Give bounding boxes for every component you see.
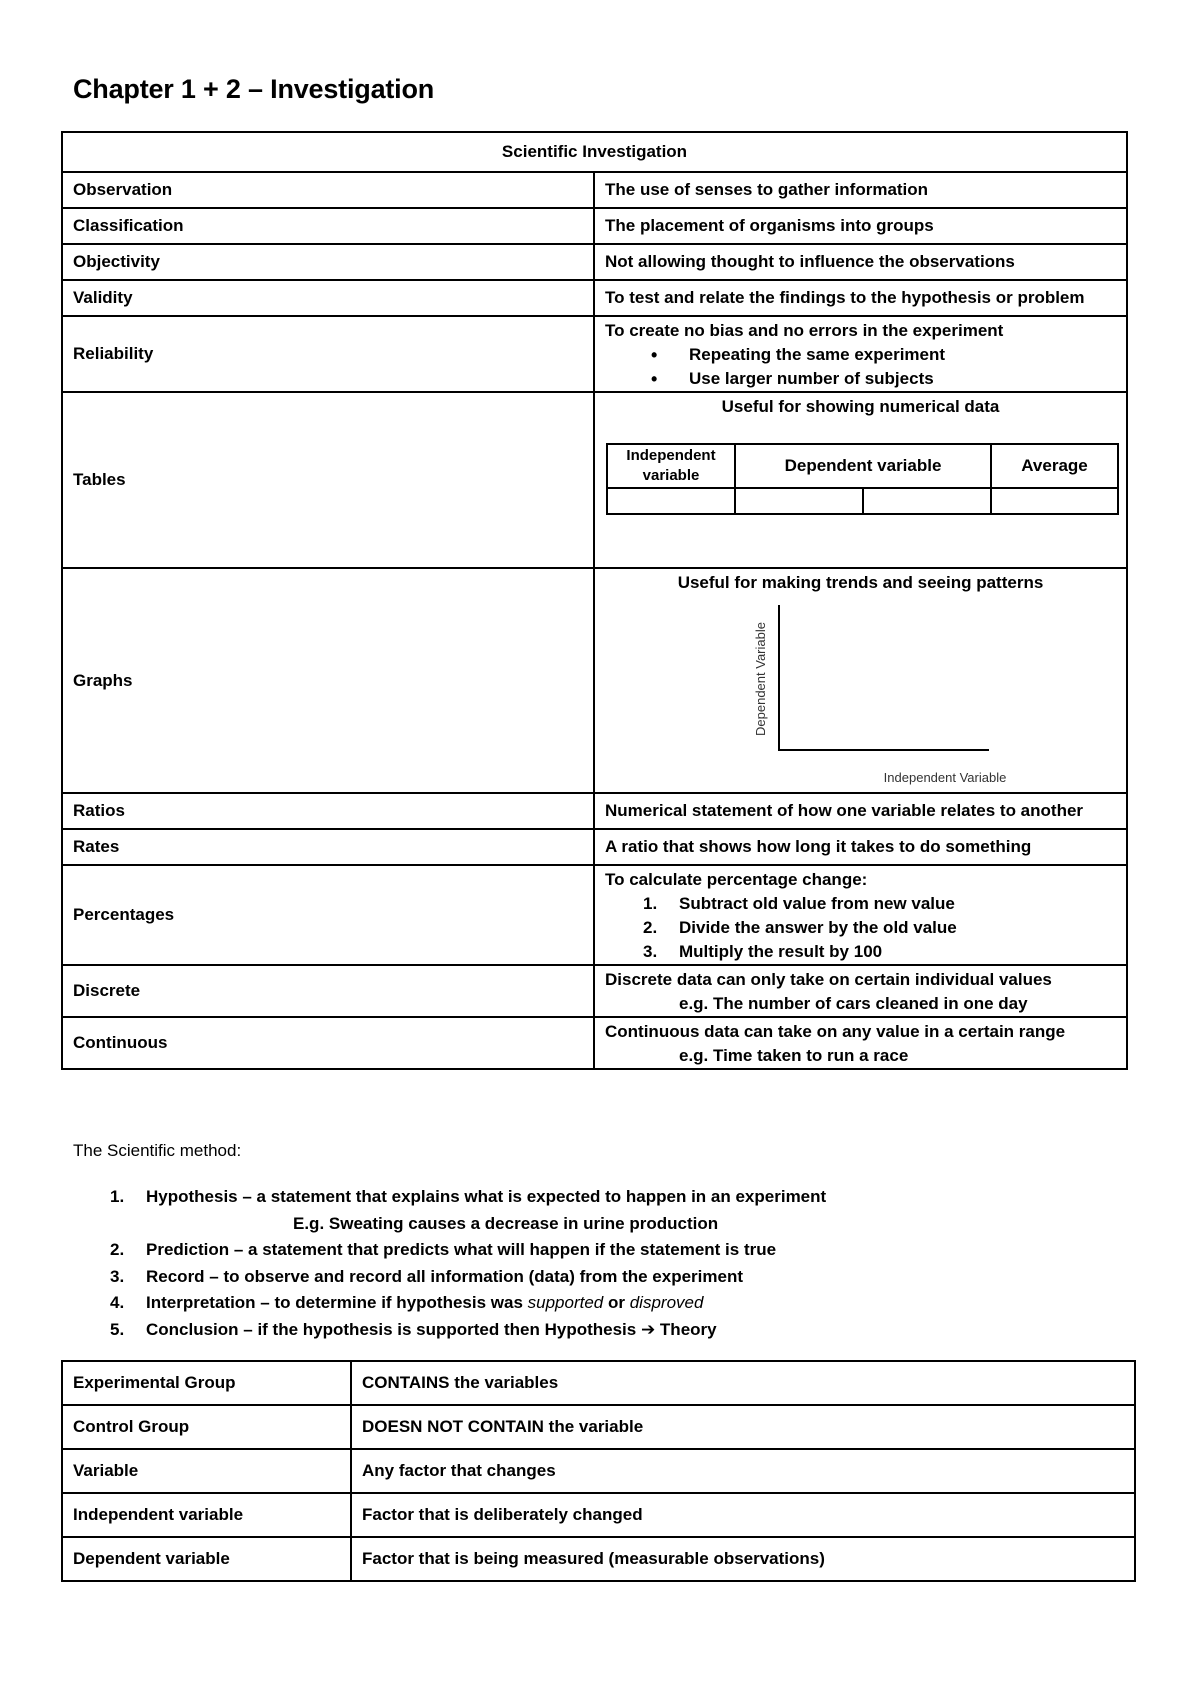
reliability-intro: To create no bias and no errors in the experiment bbox=[605, 321, 1004, 340]
definition-cell bbox=[594, 865, 1127, 965]
definition-cell: Factor that is being measured (measurable observations) bbox=[351, 1537, 1135, 1581]
x-axis-label: Independent Variable bbox=[883, 770, 1007, 785]
y-axis-line bbox=[778, 605, 780, 751]
step-number: 1. bbox=[110, 1187, 125, 1206]
step-text: Record – to observe and record all information (data) from the experiment bbox=[146, 1266, 744, 1286]
table-row bbox=[62, 244, 1127, 280]
term-cell: Graphs bbox=[62, 568, 594, 793]
step-number: 2. bbox=[643, 918, 658, 937]
mini-header-average: Average bbox=[991, 444, 1118, 488]
method-step bbox=[73, 1317, 1073, 1344]
term-cell: Continuous bbox=[62, 1017, 594, 1069]
term-cell: Percentages bbox=[62, 865, 594, 965]
definition-cell: Numerical statement of how one variable relates to another bbox=[594, 793, 1127, 829]
step-number: 3. bbox=[643, 942, 658, 961]
table-row bbox=[62, 208, 1127, 244]
table-row bbox=[62, 172, 1127, 208]
term-cell: Discrete bbox=[62, 965, 594, 1017]
groups-table bbox=[61, 1360, 1136, 1582]
table-row bbox=[62, 1537, 1135, 1581]
table-row bbox=[62, 1405, 1135, 1449]
term-cell: Observation bbox=[62, 172, 594, 208]
step-text-theory: Theory bbox=[655, 1319, 717, 1339]
step-number: 5. bbox=[110, 1319, 125, 1339]
definition-cell: Any factor that changes bbox=[351, 1449, 1135, 1493]
step-text: Subtract old value from new value bbox=[679, 894, 955, 913]
mini-empty-cell bbox=[991, 488, 1118, 514]
step-number: 1. bbox=[643, 894, 658, 913]
numbered-step bbox=[605, 916, 1116, 940]
method-step bbox=[73, 1264, 1073, 1291]
term-cell: Variable bbox=[62, 1449, 351, 1493]
tables-description: Useful for showing numerical data bbox=[721, 397, 1000, 416]
step-number: 2. bbox=[110, 1240, 125, 1260]
graphs-description: Useful for making trends and seeing patterns bbox=[677, 573, 1044, 592]
step-text: Interpretation – to determine if hypothesis was bbox=[146, 1293, 528, 1313]
definition-cell: The placement of organisms into groups bbox=[594, 208, 1127, 244]
step-text: Conclusion – if the hypothesis is supported then Hypothesis bbox=[146, 1319, 641, 1339]
definition-cell: Factor that is deliberately changed bbox=[351, 1493, 1135, 1537]
method-title: The Scientific method: bbox=[73, 1141, 242, 1160]
method-step bbox=[73, 1237, 1073, 1264]
bullet-item: • Use larger number of subjects bbox=[605, 367, 1116, 391]
definition-cell bbox=[594, 392, 1127, 568]
definition-cell bbox=[594, 316, 1127, 392]
definition-cell bbox=[594, 965, 1127, 1017]
supported-word: supported bbox=[527, 1293, 604, 1313]
definition-cell: A ratio that shows how long it takes to do something bbox=[594, 829, 1127, 865]
mini-empty-cell bbox=[735, 488, 863, 514]
term-cell: Experimental Group bbox=[62, 1361, 351, 1405]
x-axis-line bbox=[778, 749, 989, 751]
definition-cell: CONTAINS the variables bbox=[351, 1361, 1135, 1405]
step-number: 4. bbox=[110, 1293, 125, 1313]
step-number: 3. bbox=[110, 1266, 125, 1286]
table-row bbox=[62, 568, 1127, 793]
term-cell: Rates bbox=[62, 829, 594, 865]
table-row bbox=[62, 965, 1127, 1017]
term-cell: Dependent variable bbox=[62, 1537, 351, 1581]
right-arrow-icon: ➔ bbox=[640, 1319, 656, 1339]
table-row bbox=[62, 865, 1127, 965]
disproved-word: disproved bbox=[629, 1293, 704, 1313]
table-row bbox=[62, 280, 1127, 316]
step-text: Divide the answer by the old value bbox=[679, 918, 957, 937]
scientific-investigation-table bbox=[61, 131, 1128, 1070]
term-cell: Reliability bbox=[62, 316, 594, 392]
bullet-item: • Repeating the same experiment bbox=[605, 343, 1116, 367]
numbered-step bbox=[605, 940, 1116, 964]
method-step bbox=[73, 1184, 1073, 1211]
term-cell: Objectivity bbox=[62, 244, 594, 280]
hypothesis-example: E.g. Sweating causes a decrease in urine production bbox=[293, 1213, 719, 1233]
method-step bbox=[73, 1290, 1073, 1317]
table-row bbox=[62, 1361, 1135, 1405]
continuous-example: e.g. Time taken to run a race bbox=[679, 1046, 909, 1065]
term-cell: Tables bbox=[62, 392, 594, 568]
table-row bbox=[62, 392, 1127, 568]
numbered-step bbox=[605, 892, 1116, 916]
definition-cell bbox=[594, 1017, 1127, 1069]
definition-cell bbox=[594, 568, 1127, 793]
mini-empty-cell bbox=[863, 488, 991, 514]
definition-cell: The use of senses to gather information bbox=[594, 172, 1127, 208]
percentages-intro: To calculate percentage change: bbox=[605, 870, 868, 889]
continuous-definition: Continuous data can take on any value in a certain range bbox=[605, 1022, 1066, 1041]
term-cell: Control Group bbox=[62, 1405, 351, 1449]
y-axis-label: Dependent Variable bbox=[753, 622, 768, 736]
step-text: Prediction – a statement that predicts what will happen if the statement is true bbox=[146, 1240, 777, 1260]
term-cell: Validity bbox=[62, 280, 594, 316]
mini-header-independent: Independent variable bbox=[607, 444, 735, 488]
graph-diagram bbox=[605, 601, 1095, 785]
mini-empty-cell bbox=[607, 488, 735, 514]
table-row bbox=[62, 1493, 1135, 1537]
or-word: or bbox=[603, 1293, 630, 1313]
table-row bbox=[62, 1017, 1127, 1069]
mini-header-dependent: Dependent variable bbox=[735, 444, 991, 488]
page-title: Chapter 1 + 2 – Investigation bbox=[73, 74, 435, 104]
discrete-example: e.g. The number of cars cleaned in one day bbox=[679, 994, 1028, 1013]
table-row bbox=[62, 793, 1127, 829]
table-caption: Scientific Investigation bbox=[62, 132, 1127, 172]
table-row bbox=[62, 829, 1127, 865]
table-row bbox=[62, 316, 1127, 392]
discrete-definition: Discrete data can only take on certain individual values bbox=[605, 970, 1052, 989]
term-cell: Independent variable bbox=[62, 1493, 351, 1537]
definition-cell: DOESN NOT CONTAIN the variable bbox=[351, 1405, 1135, 1449]
example-data-table bbox=[606, 443, 1119, 515]
step-text: Multiply the result by 100 bbox=[679, 942, 883, 961]
table-row bbox=[62, 1449, 1135, 1493]
definition-cell: Not allowing thought to influence the observations bbox=[594, 244, 1127, 280]
step-text: Hypothesis – a statement that explains what is expected to happen in an experiment bbox=[146, 1187, 827, 1206]
term-cell: Ratios bbox=[62, 793, 594, 829]
term-cell: Classification bbox=[62, 208, 594, 244]
method-steps bbox=[73, 1184, 1073, 1344]
definition-cell: To test and relate the findings to the hypothesis or problem bbox=[594, 280, 1127, 316]
